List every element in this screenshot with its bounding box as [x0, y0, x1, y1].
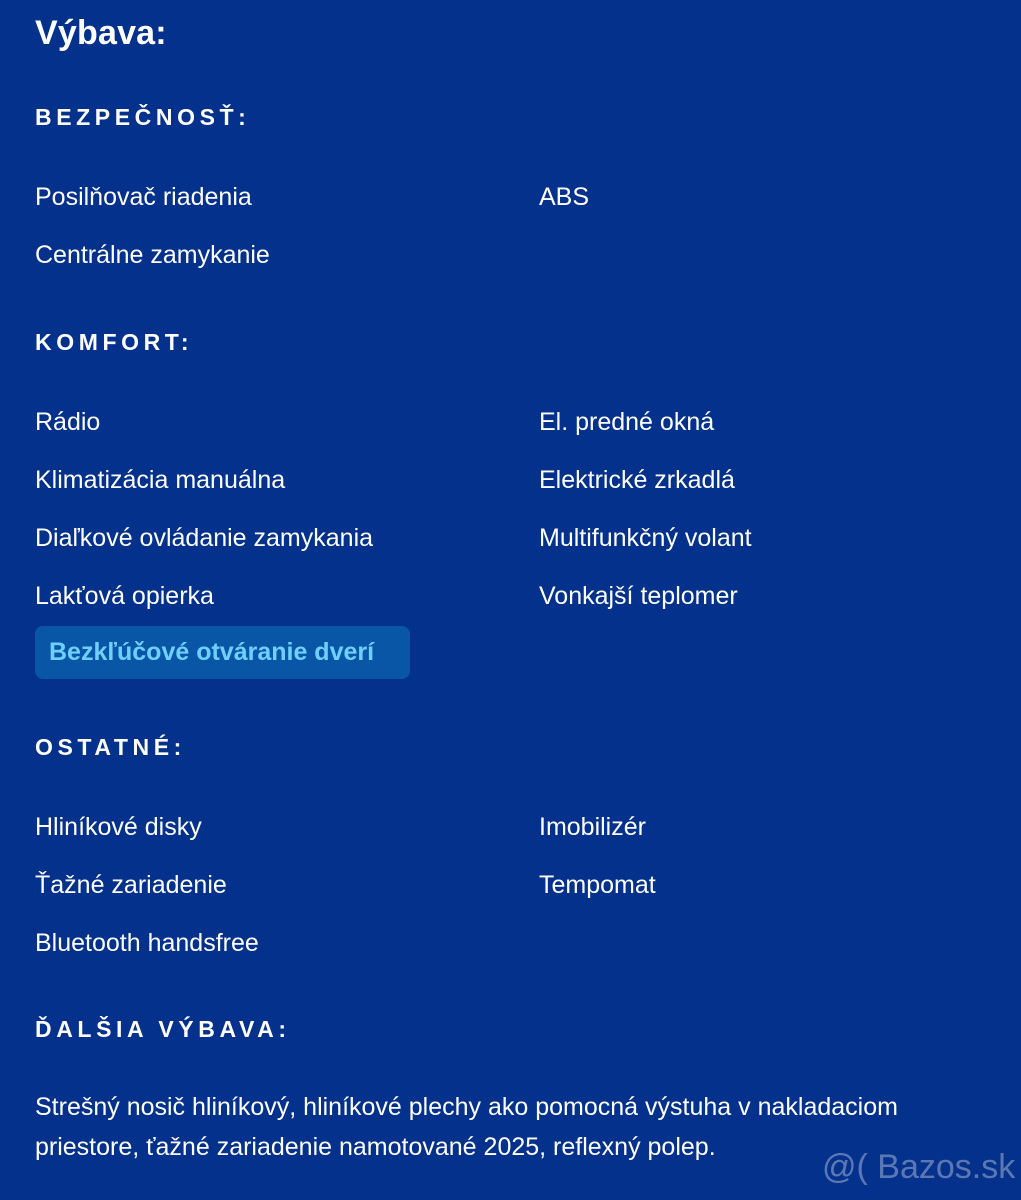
feature-item: Centrálne zamykanie: [35, 241, 270, 269]
feature-item: Multifunkčný volant: [539, 524, 752, 552]
feature-item: Bluetooth handsfree: [35, 929, 259, 957]
feature-item: Klimatizácia manuálna: [35, 466, 286, 494]
extra-equipment-text: Strešný nosič hliníkový, hliníkové plechy ako pomocná výstuha v nakladaciom priestore, ťažné zariadenie namotované 2025, reflexný polep.: [35, 1093, 898, 1161]
feature-item: Hliníkové disky: [35, 813, 202, 841]
feature-item: Vonkajší teplomer: [539, 582, 738, 610]
section-heading-other: OSTATNÉ:: [35, 734, 186, 760]
page-title: Výbava:: [35, 14, 167, 52]
feature-item: Posilňovač riadenia: [35, 183, 252, 211]
feature-item: El. predné okná: [539, 408, 715, 436]
bazos-watermark: @( Bazos.sk: [822, 1148, 1016, 1186]
section-heading-comfort: KOMFORT:: [35, 329, 194, 355]
feature-item: ABS: [539, 183, 590, 211]
feature-item: Ťažné zariadenie: [35, 871, 227, 899]
section-heading-extra: ĎALŠIA VÝBAVA:: [35, 1016, 291, 1042]
feature-item: Tempomat: [539, 871, 656, 899]
feature-item: Rádio: [35, 408, 101, 436]
feature-item: Elektrické zrkadlá: [539, 466, 735, 494]
feature-item: Diaľkové ovládanie zamykania: [35, 524, 374, 552]
section-heading-safety: BEZPEČNOSŤ:: [35, 104, 251, 130]
highlighted-feature-chip[interactable]: Bezkľúčové otváranie dverí: [35, 626, 410, 679]
feature-item: Lakťová opierka: [35, 582, 214, 610]
feature-item: Imobilizér: [539, 813, 646, 841]
